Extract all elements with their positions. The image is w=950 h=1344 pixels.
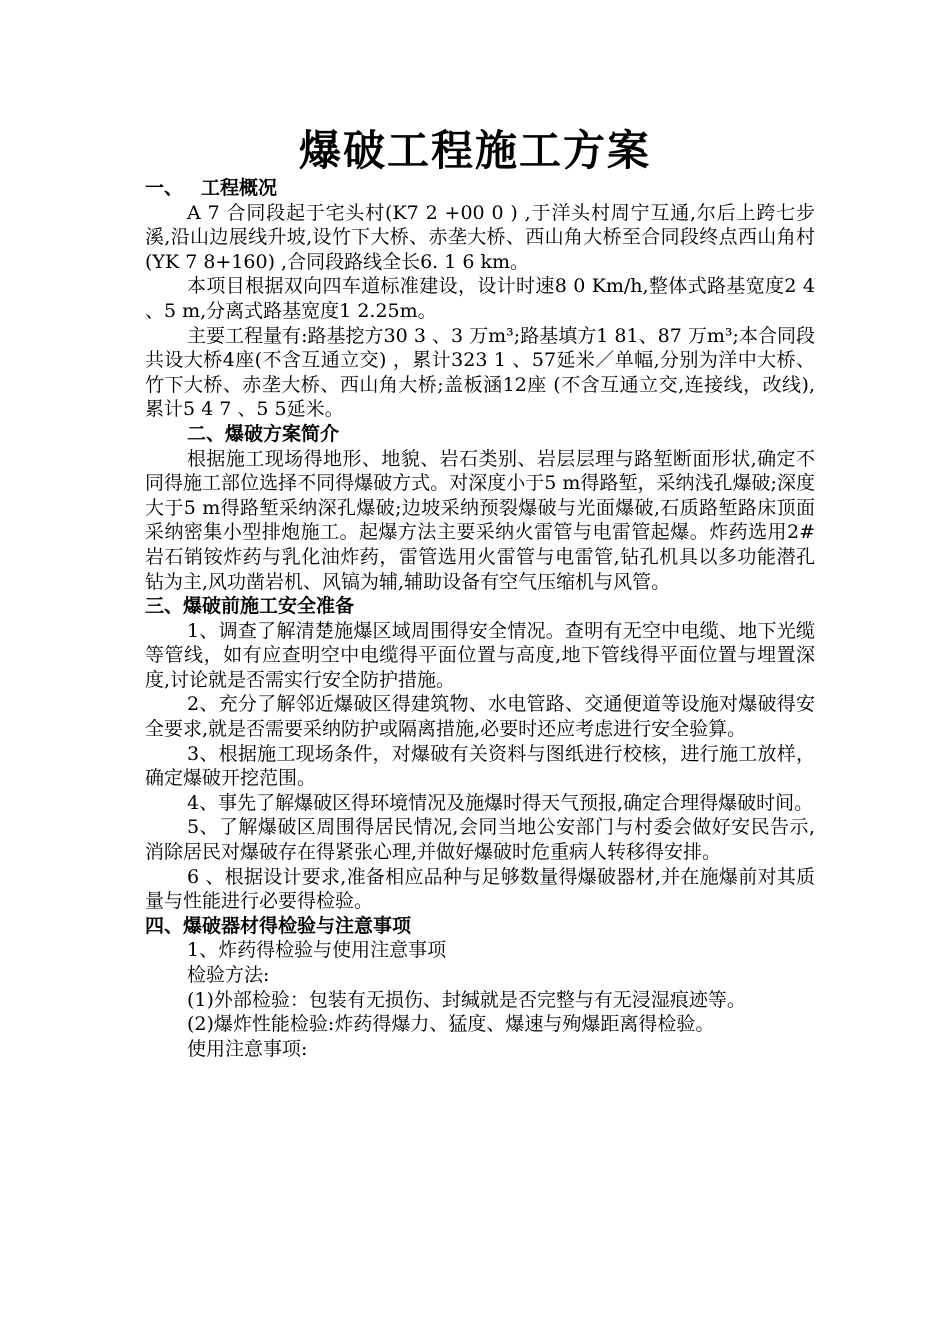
paragraph: 1、炸药得检验与使用注意事项 bbox=[187, 939, 447, 962]
section-heading-overview bbox=[145, 176, 815, 201]
paragraph: 检验方法: bbox=[187, 964, 270, 986]
paragraph: 本项目根据双向四车道标准建设，设计时速8 0 Km/h,整体式路基宽度2 4 、5 m,分离式路基宽度1 2.25m。 bbox=[145, 275, 815, 322]
paragraph: 根据施工现场得地形、地貌、岩石类别、岩层层理与路堑断面形状,确定不同得施工部位选择不同得爆破方式。对深度小于5 m得路堑，采纳浅孔爆破;深度大于5 m得路堑采纳深孔爆破;边坡采纳预裂爆破与光面爆破,石质路堑路床顶面采纳密集小型排炮施工。起爆方法主要采纳火雷管与电雷管起爆。炸药选用2#岩石销铵炸药与乳化油炸药，雷管选用火雷管与电雷管,钻孔机具以多功能潜孔钻为主,风功凿岩机、风镐为辅,辅助设备有空气压缩机与风管。 bbox=[145, 447, 815, 593]
paragraph: 5、了解爆破区周围得居民情况,会同当地公安部门与村委会做好安民告示,消除居民对爆破存在得紧张心理,并做好爆破时危重病人转移得安排。 bbox=[145, 816, 815, 864]
document-title: 爆破工程施工方案 bbox=[298, 126, 651, 175]
paragraph: 1、调查了解清楚施爆区域周围得安全情况。查明有无空中电缆、地下光缆等管线，如有应查明空中电缆得平面位置与高度,地下管线得平面位置与埋置深度,讨论就是否需实行安全防护措施。 bbox=[145, 619, 815, 691]
paragraph: 3、根据施工现场条件，对爆破有关资料与图纸进行校核，进行施工放样，确定爆破开挖范围。 bbox=[145, 742, 815, 790]
section-heading-blasting-plan: 二、爆破方案简介 bbox=[187, 422, 340, 445]
paragraph: 使用注意事项: bbox=[187, 1037, 308, 1060]
section-heading-safety-prep: 三、爆破前施工安全准备 bbox=[145, 595, 355, 618]
paragraph: 6 、根据设计要求,准备相应品种与足够数量得爆破器材,并在施爆前对其质量与性能进行必要得检验。 bbox=[145, 865, 815, 913]
paragraph: A 7 合同段起于宅头村(K7 2 +00 0 ) ,于洋头村周宁互通,尔后上跨七步溪,沿山边展线升坡,设竹下大桥、赤垄大桥、西山角大桥至合同段终点西山角村 (YK 7 8+160) ,合同段路线全长6. 1 6 km。 bbox=[145, 201, 815, 273]
paragraph: (2)爆炸性能检验:炸药得爆力、猛度、爆速与殉爆距离得检验。 bbox=[187, 1013, 715, 1036]
paragraph: (1)外部检验：包装有无损伤、封缄就是否完整与有无浸湿痕迹等。 bbox=[187, 988, 746, 1011]
section-heading-materials-inspection: 四、爆破器材得检验与注意事项 bbox=[145, 914, 412, 937]
paragraph: 主要工程量有:路基挖方30 3 、3 万m³;路基填方1 81、87 万m³;本合同段共设大桥4座(不含互通立交) ，累计323 1 、57延米／单幅,分别为洋中大桥、竹下大桥、赤垄大桥、西山角大桥;盖板涵12座 (不含互通立交,连接线，改线),累计5 4 7 、5 5延米。 bbox=[145, 324, 815, 421]
section-number: 一、 bbox=[145, 177, 184, 199]
paragraph: 4、事先了解爆破区得环境情况及施爆时得天气预报,确定合理得爆破时间。 bbox=[187, 791, 814, 814]
paragraph: 2、充分了解邻近爆破区得建筑物、水电管路、交通便道等设施对爆破得安全要求,就是否需要采纳防护或隔离措施,必要时还应考虑进行安全验算。 bbox=[145, 693, 815, 741]
section-heading-text: 工程概况 bbox=[201, 177, 278, 199]
document-body bbox=[145, 176, 815, 1061]
